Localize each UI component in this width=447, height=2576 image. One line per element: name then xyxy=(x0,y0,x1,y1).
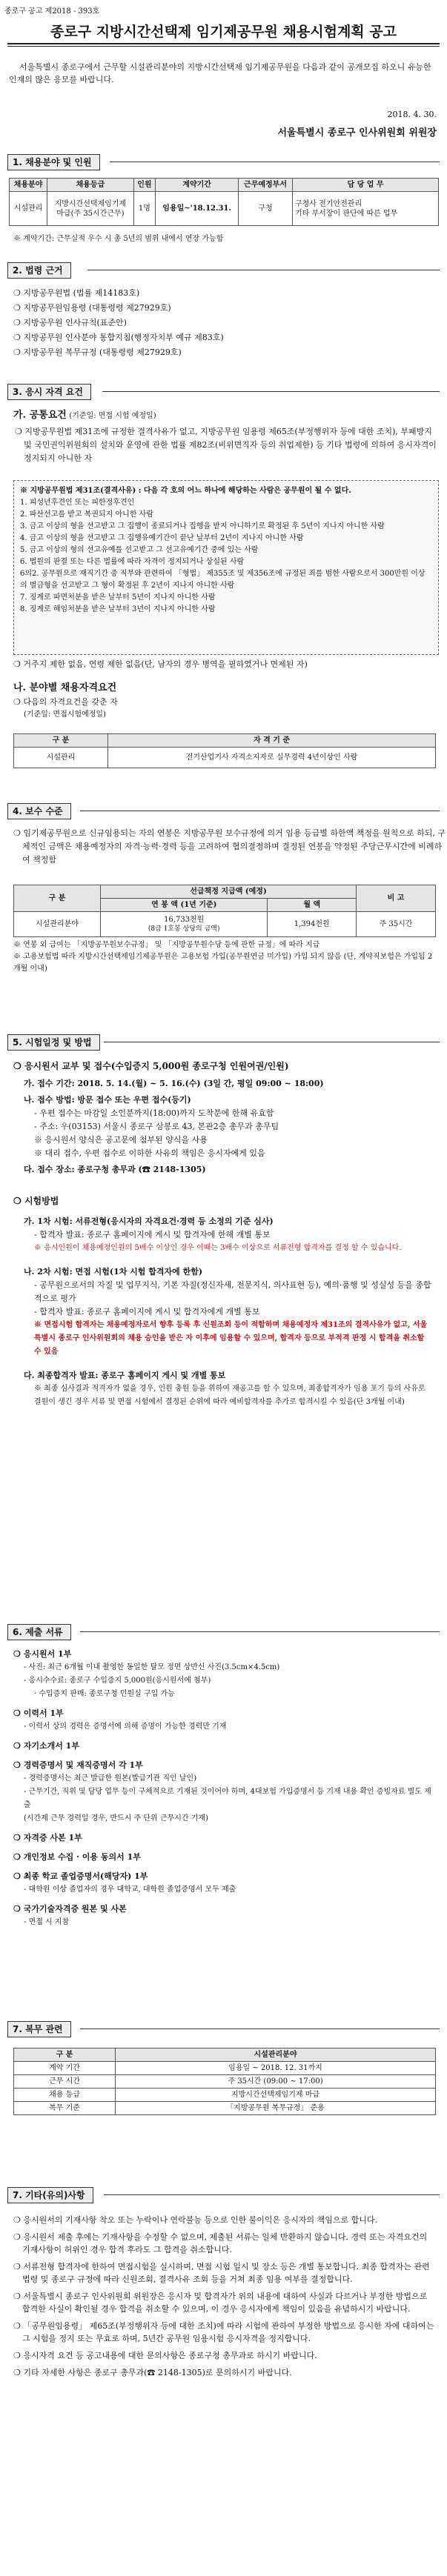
list-item-text: 지방공무원 인사분야 통합지침(행정자치부 예규 제83호) xyxy=(23,333,224,342)
list-item-note: (기준일: 면접시험예정일) xyxy=(24,710,106,719)
box-item: 2. 파산선고를 받고 복권되지 아니한 사람 xyxy=(20,510,153,519)
table-cell: 채용 등급 xyxy=(14,2089,116,2102)
section-heading-text: 7. 복무 관련 xyxy=(13,2024,63,2034)
col-header: 담 당 업 무 xyxy=(293,179,439,192)
section-heading-text: 1. 채용분야 및 인원 xyxy=(13,157,92,167)
salary-notes xyxy=(13,939,437,975)
section-rule xyxy=(104,2194,440,2195)
section-heading-6 xyxy=(7,1624,71,1640)
section-heading-text: 4. 보수 수준 xyxy=(13,806,63,816)
detail-item: ※ 응시원서 양식은 공고문에 첨부된 양식을 사용 xyxy=(34,1135,208,1145)
list-item-text: 응시원서 제출 후에는 기재사항을 수정할 수 없으며, 제출된 서류는 일체 반환하지 않습니다. 경력 또는 자격요건의 기재사항이 허위인 경우 합격 후라도 그 합격을 취소합니다. xyxy=(22,2232,428,2254)
subheading-note: (기준일: 면접 시험 예정일) xyxy=(69,412,156,420)
list-item: ❍ 지방공무원법 (법률 제14183호) xyxy=(13,288,140,298)
subheading: 나. 분야별 채용자격요건 xyxy=(13,682,117,693)
list-item: ❍ 자기소개서 1부 xyxy=(13,1741,79,1751)
list-item-text: 다음의 자격요건을 갖춘 자 xyxy=(23,697,118,707)
detail-item: - 이력서 상의 경력은 증명서에 의해 증명이 가능한 경력만 기재 xyxy=(24,1723,227,1731)
list-item: ❍ 개인정보 수집 · 이용 동의서 1부 xyxy=(13,1852,141,1862)
section-heading-5 xyxy=(7,1034,100,1051)
list-item: ❍ 지방공무원 인사규칙(표준안) xyxy=(13,318,127,327)
detail-item: - 우편 접수는 마감일 소인분까지(18:00)까지 도착분에 한해 유효함 xyxy=(34,1108,274,1118)
detail-item: (시간제 근무 경력일 경우, 반드시 주 단위 근무시간 기재) xyxy=(24,1814,208,1823)
s3-field-req xyxy=(13,682,437,721)
table-cell: 구청 xyxy=(239,192,293,226)
exam-method: 나. 접수 방법: 방문 접수 또는 우편 접수(등기) xyxy=(24,1095,191,1105)
section-heading-4 xyxy=(7,803,71,819)
table-cell: 시설관리 xyxy=(14,748,108,768)
section-heading-3 xyxy=(7,384,91,400)
exam-period: 가. 접수 기간: 2018. 5. 14.(월) ~ 5. 16.(수) (3일 간, 평일 09:00 ~ 18:00) xyxy=(24,1079,324,1088)
table-cell: 구청사 전기안전관리 기타 부서장이 판단에 따른 업무 xyxy=(293,192,439,226)
service-table xyxy=(13,2048,436,2115)
table-cell: 1명 xyxy=(133,192,156,226)
detail-item: ※ 면접시험 합격자는 채용예정자로서 향후 등록 후 신원조회 등이 적합하며 채용예정자 제31조의 결격사유가 없고, 서울특별시 종로구 인사위원회의 채용 승인을 받은 자 이후에 임용할 수 있으며, 합격자 등으로 부적격 판정 시 합격을 취소할 수 있음 xyxy=(34,1321,428,1356)
section-heading-text: 7. 기타(유의)사항 xyxy=(13,2190,85,2200)
recruit-table xyxy=(9,178,439,226)
detail-item: - 응시수수료: 종로구 수입증지 5,000원(응시원서에 첨부) xyxy=(24,1677,211,1685)
salary-text: ❍ 임기제공무원으로 신규임용되는 자의 연봉은 지방공무원 보수규정에 의거 임용 등급별 하한액 책정을 원칙으로 하되, 구체적인 금액은 채용예정자의 자격·능력·경력 등을 고려하여 협의결정하며 결정된 연봉을 약정된 주당근무시간에 비례하여 책정함 xyxy=(13,828,446,865)
section-heading-2 xyxy=(7,262,71,279)
list-item: ❍ 기타 자세한 사항은 종로구 총무과(☎ 2148-1305)로 문의하시기 바랍니다. xyxy=(13,2368,292,2377)
col-header: 구 분 xyxy=(14,2049,116,2062)
list-item-text: 경력증명서 및 재직증명서 각 1부 xyxy=(23,1760,143,1770)
list-item-text: 지방공무원임용령 (대통령령 제27929호) xyxy=(23,303,171,313)
col-header: 구 분 xyxy=(14,734,108,748)
page-title: 종로구 지방시간선택제 임기제공무원 채용시험계획 공고 xyxy=(50,24,397,40)
col-header: 채용등급 xyxy=(47,179,133,192)
law-list xyxy=(13,286,437,360)
list-item: ❍ 「공무원임용령」 제65조(부정행위자 등에 대한 조치)에 따라 시험에 관하여 부정한 방법으로 응시한 자에 대하여는 그 시험을 정지 또는 무효로 하며, 5년간 공무원 임용시험 응시자격을 정지합니다. xyxy=(13,2321,434,2343)
list-item-text: 자기소개서 1부 xyxy=(23,1741,79,1751)
salary-grade: (8급 1호봉 상당의 금액) xyxy=(148,925,220,933)
notice-date: 2018. 4. 30. xyxy=(387,110,437,119)
list-item-text: 응시원서의 기재사항 착오 또는 누락이나 연락불능 등으로 인한 불이익은 응시자의 책임으로 합니다. xyxy=(23,2215,377,2225)
detail-item: - 면접 시 지참 xyxy=(24,1918,70,1926)
list-item-text: 지방공무원 복무규정 (대통령령 제27929호) xyxy=(23,347,182,357)
list-item-text: 응시자격 요건 등 공고내용에 대한 문의사항은 종로구청 총무과로 하시기 바랍니다. xyxy=(23,2351,317,2360)
list-item: ❍ 서류전형 합격자에 한하여 면접시험을 실시하며, 면접 시험 일시 및 장소 등은 개별 통보합니다. 최종 합격자는 관련 법령 및 종로구 규정에 따라 신원조회, 결격사유 조회 등을 거쳐 최종 임용 여부를 결정합니다. xyxy=(13,2262,430,2284)
list-item-text: 지방공무원 인사규칙(표준안) xyxy=(23,318,127,327)
detail-item: - 사진: 최근 6개월 이내 촬영한 동일한 탈모 정면 상반신 사진(3.5cm×4.5cm) xyxy=(24,1663,280,1671)
documents-list xyxy=(13,1648,437,1929)
col-header: 월 액 xyxy=(268,899,357,912)
box-item: 4. 금고 이상의 형을 선고받고 그 집행유예기간이 끝난 날부터 2년이 지나지 아니한 사람 xyxy=(20,534,304,542)
section-heading-text: 5. 시험일정 및 방법 xyxy=(13,1037,92,1048)
detail-item: - 경력증명서는 최근 발급한 원본(발급기관 직인 날인) xyxy=(24,1774,197,1783)
detail-item: ※ 응시인원이 채용예정인원의 5배수 이상인 경우 이때는 3배수 이상으로 서류전형 합격자를 결정 할 수 있습니다. xyxy=(34,1244,402,1252)
table-cell: 1,394천원 xyxy=(268,912,357,937)
list-item: ❍ 최종 학교 졸업증명서(해당자) 1부 xyxy=(13,1871,148,1881)
qualification-table xyxy=(13,733,436,768)
list-item-text: 지방공무원법 제31조에 규정한 결격사유가 없고, 지방공무원 임용령 제65조(부정행위자 등에 대한 조치), 부패방지 및 국민권익위원회의 설치와 운영에 관한 법률 제82조(비위면직자 등의 취업제한) 등 기타 법령에 의하여 응시자격이 정지되지 아니한 자 xyxy=(24,427,437,463)
section-heading-text: 2. 법령 근거 xyxy=(13,265,63,276)
list-item: ❍ 국가기술자격증 원본 및 사본 xyxy=(13,1904,127,1914)
list-item-text: 국가기술자격증 원본 및 사본 xyxy=(23,1904,127,1914)
table-cell: 복무 기준 xyxy=(14,2102,116,2115)
list-item: ❍ 서울특별시 종로구 인사위원회 위원장은 응시자 및 합격자가 위의 내용에 대하여 사실과 다르거나 부정한 방법으로 합격한 사실이 확인될 경우 합격을 취소할 수 있으며, 이 경우 응시자에게 책임이 있음을 유념하시기 바랍니다. xyxy=(13,2292,428,2314)
section-heading-8 xyxy=(7,2187,93,2203)
box-item: 3. 금고 이상의 형을 선고받고 그 집행이 종료되거나 집행을 받지 아니하기로 확정된 후 5년이 지나지 아니한 사람 xyxy=(20,522,385,530)
salary-amount: 16,733천원 xyxy=(164,915,205,924)
box-item: 8. 징계로 해임처분을 받은 날부터 3년이 지나지 아니한 사람 xyxy=(20,605,216,613)
disqualification-box xyxy=(13,480,439,655)
table-cell: 「지방공무원 복무규정」 준용 xyxy=(116,2102,436,2115)
list-item: ❍ 지방공무원임용령 (대통령령 제27929호) xyxy=(13,303,171,313)
subheading: 가. 공통요건 xyxy=(13,410,67,421)
col-header: 계약기간 xyxy=(156,179,239,192)
list-item: ❍ 지방공무원법 제31조에 규정한 결격사유가 없고, 지방공무원 임용령 제65조(부정행위자 등에 대한 조치), 부패방지 및 국민권익위원회의 설치와 운영에 관한 법률 제82조(비위면직자 등의 취업제한) 등 기타 법령에 의하여 응시자격이 정지되지 아니한 자 xyxy=(15,427,437,463)
table-cell: 시설관리분야 xyxy=(14,912,101,937)
detail-item: - 공무원으로서의 자질 및 업무지식, 기본 자질(정신자세, 전문지식, 의사표현 등), 예의·품행 및 성실성 등을 종합적으로 평가 xyxy=(34,1280,431,1303)
signer: 서울특별시 종로구 인사위원회 위원장 xyxy=(277,127,437,139)
exam-step-2: 나. 2차 시험: 면접 시험(1차 시험 합격자에 한함) xyxy=(24,1267,203,1277)
s3-common xyxy=(13,409,437,465)
list-item-text: 거주지 제한 없음, 연령 제한 없음(단, 남자의 경우 병역을 필하였거나 면제된 자) xyxy=(23,659,308,669)
notes-list xyxy=(13,2214,437,2383)
col-header: 비 고 xyxy=(357,885,436,912)
list-item: ❍ 응시원서 1부 xyxy=(13,1649,72,1659)
list-item: ❍ 지방공무원 인사분야 통합지침(행정자치부 예규 제83호) xyxy=(13,333,224,342)
note-item: ※ 고용보험법 따라 지방시간선택제임기제공무원은 고용보험 가입(공무원연금 미가입) 가입 되지 않음 (단, 계약직보험은 가입됨 2개월 이내) xyxy=(13,953,433,973)
detail-item: ※ 대리 접수, 우편 접수로 이하한 사유의 책임은 응시자에게 있음 xyxy=(34,1148,265,1158)
col-header: 근무예정부서 xyxy=(239,179,293,192)
title-rule-bottom xyxy=(7,46,440,47)
list-item-text: 서울특별시 종로구 인사위원회 위원장은 응시자 및 합격자가 위의 내용에 대하여 사실과 다르거나 부정한 방법으로 합격한 사실이 확인될 경우 합격을 취소할 수 있으며, 이 경우 응시자에게 책임이 있음을 유념하시기 바랍니다. xyxy=(22,2292,428,2314)
box-item: 1. 피성년후견인 또는 피한정후견인 xyxy=(20,499,135,507)
list-item-text: 자격증 사본 1부 xyxy=(23,1833,82,1843)
list-item: ❍ 응시원서 제출 후에는 기재사항을 수정할 수 없으며, 제출된 서류는 일체 반환하지 않습니다. 경력 또는 자격요건의 기재사항이 허위인 경우 합격 후라도 그 합격을 취소합니다. xyxy=(13,2232,428,2254)
section-heading-text: 3. 응시 자격 요건 xyxy=(13,387,83,397)
col-header: 연 봉 액 (1년 기준) xyxy=(101,899,268,912)
table-cell: 주 35시간 (09:00 ~ 17:00) xyxy=(116,2075,436,2089)
col-header: 채용분야 xyxy=(10,179,47,192)
s1-note: ※ 계약기간: 근무실적 우수 시 총 5년의 범위 내에서 연장 가능함 xyxy=(13,235,224,243)
list-item: ❍ 다음의 자격요건을 갖춘 자 xyxy=(13,697,118,707)
list-item-text: 「공무원임용령」 제65조(부정행위자 등에 대한 조치)에 따라 시험에 관하여 부정한 방법으로 응시한 자에 대하여는 그 시험을 정지 또는 무효로 하며, 5년간 공무원 임용시험 응시자격을 정지합니다. xyxy=(22,2321,434,2343)
table-cell: 근무 시간 xyxy=(14,2075,116,2089)
box-item: 5. 금고 이상의 형의 선고유예를 선고받고 그 선고유예기간 중에 있는 사람 xyxy=(20,546,259,554)
section-rule xyxy=(102,391,440,392)
list-item: ❍ 지방공무원 복무규정 (대통령령 제27929호) xyxy=(13,347,182,357)
list-item-text: 응시원서 1부 xyxy=(23,1649,72,1659)
list-item-text: 응시원서 교부 및 접수(수입증지 5,000원 종로구청 인원여권/인원) xyxy=(24,1061,289,1071)
exam-place: 다. 접수 장소: 종로구청 총무과 (☎ 2148-1305) xyxy=(24,1165,206,1174)
col-header: 시설관리분야 xyxy=(116,2049,436,2062)
table-cell: 임용일 ~ 2018. 12. 31까지 xyxy=(116,2062,436,2075)
list-item: ❍ 응시원서 교부 및 접수(수입증지 5,000원 종로구청 인원여권/인원) xyxy=(13,1061,289,1071)
list-item-text: 지방공무원법 (법률 제14183호) xyxy=(23,288,140,298)
section-heading-text: 6. 제출 서류 xyxy=(13,1627,63,1637)
notice-number: 종로구 공고 제2018 - 393호 xyxy=(4,7,100,16)
detail-item: - 근무기간, 직위 및 담당 업무 등이 구체적으로 기재된 것이어야 하며, 4대보험 가입증명서 등 기재 내용 확인 증빙자료 별도 제출 xyxy=(24,1788,431,1809)
salary-table xyxy=(13,885,436,937)
table-cell xyxy=(101,912,268,937)
detail-item: ※ 최종 심사결과 적격자가 없을 경우, 인원 충원 등을 위하여 재공고를 할 수 있으며, 최종합격자가 임용 포기 등의 사유로 결원이 생긴 경우 서류 및 면접 시험에서 결정된 순위에 따라 예비합격자를 추가로 합격시킬 수 있음(단 3개월 이내) xyxy=(34,1385,426,1406)
intro-text: 서울특별시 종로구에서 근무할 시설관리분야의 지방시간선택제 임기제공무원을 다음과 같이 공개모집 하오니 유능한 인재의 많은 응모를 바랍니다. xyxy=(9,62,431,84)
exam-schedule xyxy=(13,1059,437,1409)
note-item: ※ 연봉 외 급여는 「지방공무원보수규정」 및 「지방공무원수당 등에 관한 규정」에 따라 지급 xyxy=(13,941,320,949)
table-cell: 주 35시간 xyxy=(357,912,436,937)
section-rule xyxy=(80,1631,440,1632)
list-item-text: 최종 학교 졸업증명서(해당자) 1부 xyxy=(23,1871,148,1881)
list-item: ❍ 이력서 1부 xyxy=(13,1708,64,1718)
table-cell: 임용일~'18.12.31. xyxy=(156,192,239,226)
s3-item2: ❍ 거주지 제한 없음, 연령 제한 없음(단, 남자의 경우 병역을 필하였거나 면제된 자) xyxy=(13,659,308,669)
list-item-text: 개인정보 수집 · 이용 동의서 1부 xyxy=(23,1852,141,1862)
col-header: 구 분 xyxy=(14,885,101,912)
table-cell: 지방시간선택제임기제 마급 xyxy=(116,2089,436,2102)
box-item: 6. 법원의 판결 또는 다른 법률에 따라 자격이 정지되거나 상실된 사람 xyxy=(20,558,245,566)
exam-step-3: 다. 최종합격자 발표: 종로구 홈페이지 게시 및 개별 통보 xyxy=(24,1371,226,1380)
list-item: ❍ 자격증 사본 1부 xyxy=(13,1833,82,1843)
list-item-text: 기타 자세한 사항은 종로구 총무과(☎ 2148-1305)로 문의하시기 바랍니다. xyxy=(23,2368,292,2377)
col-header: 자 격 기 준 xyxy=(108,734,436,748)
box-item: 6의2. 공무원으로 재직기간 중 직무와 관련하여 「형법」 제355조 및 제356조에 규정된 죄를 범한 사람으로서 300만원 이상의 벌금형을 선고받고 그 형이 확정된 후 2년이 지나지 아니한 사람 xyxy=(20,570,426,590)
detail-item: - 합격자 발표: 종로구 홈페이지에 게시 및 합격자에게 개별 통보 xyxy=(34,1307,260,1317)
section-heading-1 xyxy=(7,154,100,170)
detail-item: · 수입증지 판매: 종로구청 민원실 구입 가능 xyxy=(34,1690,175,1698)
table-cell: 전기산업기사 자격소지자로 실무경력 4년이상인 사람 xyxy=(108,748,436,768)
table-cell: 계약 기간 xyxy=(14,2062,116,2075)
list-item: ❍ 경력증명서 및 재직증명서 각 1부 xyxy=(13,1760,143,1770)
list-item-text: 시험방법 xyxy=(24,1196,59,1206)
detail-item: - 대학원 이상 졸업자의 경우 대학교, 대학원 졸업증명서 모두 제출 xyxy=(24,1886,236,1894)
table-cell: 시설관리 xyxy=(10,192,47,226)
table-cell: 지방시간선택제임기제 마급(주 35시간근무) xyxy=(47,192,133,226)
section-rule xyxy=(80,2028,440,2029)
list-item-text: 서류전형 합격자에 한하여 면접시험을 실시하며, 면접 시험 일시 및 장소 등은 개별 통보합니다. 최종 합격자는 관련 법령 및 종로구 규정에 따라 신원조회, 결격사유 조회 등을 거쳐 최종 임용 여부를 결정합니다. xyxy=(22,2262,430,2284)
col-header: 선급책정 지급액 (예정) xyxy=(101,885,357,899)
detail-item: - 주소: 우(03153) 서울시 종로구 삼봉로 43, 본관2층 총무과 총무팀 xyxy=(34,1122,279,1131)
box-title: ※ 지방공무원법 제31조(결격사유) : 다음 각 호의 어느 하나에 해당하는 사람은 공무원이 될 수 없다. xyxy=(20,487,351,495)
list-item: ❍ 응시자격 요건 등 공고내용에 대한 문의사항은 종로구청 총무과로 하시기 바랍니다. xyxy=(13,2351,317,2360)
title-rule-top xyxy=(7,43,440,44)
list-item: ❍ 응시원서의 기재사항 착오 또는 누락이나 연락불능 등으로 인한 불이익은 응시자의 책임으로 합니다. xyxy=(13,2215,377,2225)
list-item: ❍ 시험방법 xyxy=(13,1196,59,1206)
exam-step-1: 가. 1차 시험: 서류전형(응시자의 자격요건·경력 등 소정의 기준 심사) xyxy=(24,1217,274,1226)
section-heading-7 xyxy=(7,2021,71,2037)
detail-item: - 합격자 발표: 종로구 홈페이지에 게시 및 합격자에 한해 개별 통보 xyxy=(34,1230,271,1239)
paragraph: 임기제공무원으로 신규임용되는 자의 연봉은 지방공무원 보수규정에 의거 임용 등급별 하한액 책정을 원칙으로 하되, 구체적인 금액은 채용예정자의 자격·능력·경력 등을 고려하여 협의결정하며 결정된 연봉을 약정된 주당근무시간에 비례하여 책정함 xyxy=(22,828,446,865)
box-item: 7. 징계로 파면처분을 받은 날부터 5년이 지나지 아니한 사람 xyxy=(20,593,216,602)
list-item-text: 이력서 1부 xyxy=(23,1708,64,1718)
col-header: 인원 xyxy=(133,179,156,192)
